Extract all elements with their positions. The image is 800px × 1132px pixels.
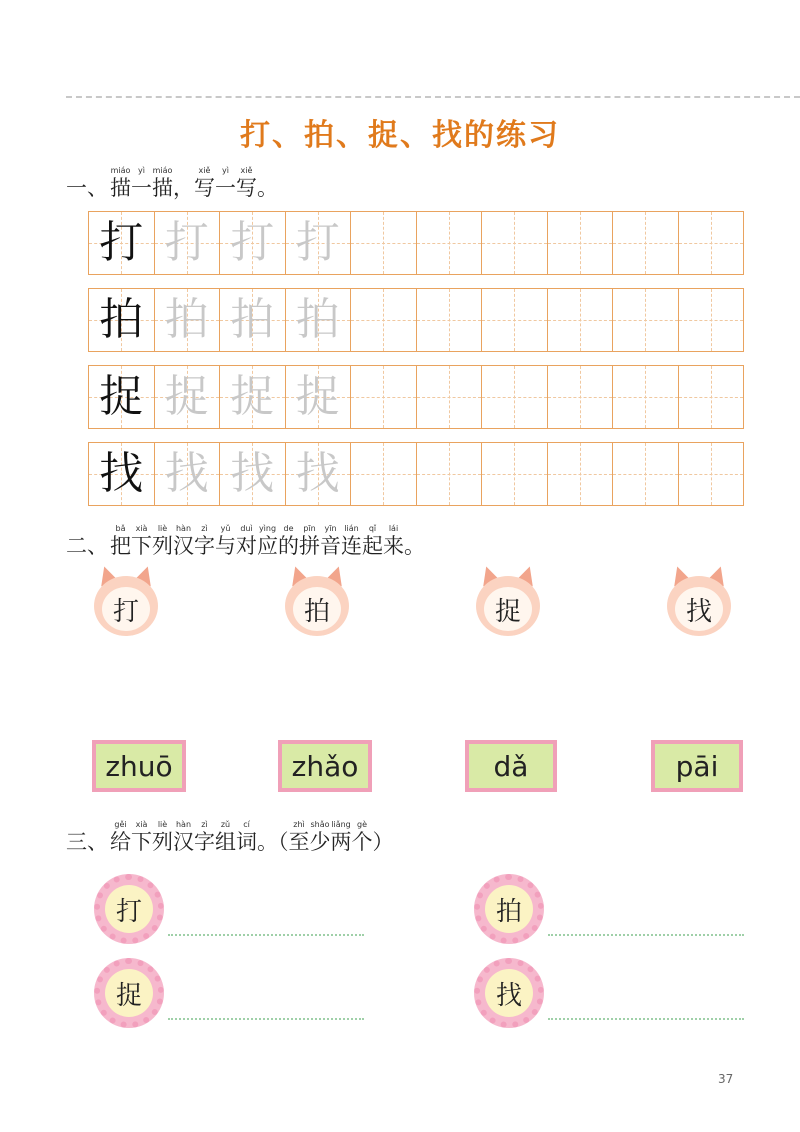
instruction-char: [110, 524, 131, 558]
instruction-char: [110, 820, 131, 854]
pinyin-annotation: zì: [201, 820, 208, 829]
character-label: 打: [105, 885, 153, 933]
instruction-char: [173, 820, 194, 854]
hanzi-text: 的: [278, 534, 299, 558]
pinyin-annotation: gěi: [114, 820, 127, 829]
trace-cell[interactable]: 拍: [155, 289, 221, 351]
pinyin-annotation: de: [283, 524, 294, 533]
pinyin-annotation: zǔ: [220, 820, 231, 829]
hanzi-text: 写: [194, 176, 215, 200]
character-label: 捉: [484, 587, 532, 631]
pinyin-annotation: bǎ: [115, 524, 126, 533]
trace-cell[interactable]: 打: [220, 212, 286, 274]
instruction-char: [173, 524, 194, 558]
page-number: 37: [718, 1072, 734, 1086]
hanzi-text: 字: [194, 534, 215, 558]
instruction-char: [131, 820, 152, 854]
hanzi-text: 字: [194, 830, 215, 854]
pinyin-annotation: cí: [243, 820, 250, 829]
pinyin-annotation: liè: [157, 820, 168, 829]
cat-character-1[interactable]: [94, 572, 158, 636]
page-title: 打、拍、捉、找的练习: [240, 118, 560, 153]
answer-line[interactable]: [168, 1018, 364, 1020]
writing-row-4: [88, 442, 744, 506]
flower-character-3: [94, 958, 164, 1028]
instruction-char: [331, 820, 352, 854]
trace-cell[interactable]: 拍: [286, 289, 352, 351]
instruction-char: [194, 524, 215, 558]
instruction-char: [320, 524, 341, 558]
hanzi-text: ，: [173, 176, 194, 200]
section-2-heading: [66, 524, 425, 558]
blank-cell[interactable]: [679, 366, 744, 428]
hanzi-text: 下: [131, 534, 152, 558]
section-2-number: 二、: [66, 534, 108, 558]
hanzi-text: 写: [236, 176, 257, 200]
pinyin-annotation: hàn: [175, 820, 192, 829]
pinyin-annotation: zì: [201, 524, 208, 533]
character-label: 找: [675, 587, 723, 631]
instruction-char: [236, 166, 257, 200]
trace-cell[interactable]: 拍: [220, 289, 286, 351]
section-1-heading: [66, 166, 278, 200]
hanzi-text: 应: [257, 534, 278, 558]
blank-cell[interactable]: [482, 443, 548, 505]
hanzi-text: 一: [131, 176, 152, 200]
blank-cell[interactable]: [351, 289, 417, 351]
pinyin-annotation: xià: [135, 820, 148, 829]
hanzi-text: 与: [215, 534, 236, 558]
blank-cell[interactable]: [482, 212, 548, 274]
writing-row-1: [88, 211, 744, 275]
blank-cell[interactable]: [417, 212, 483, 274]
blank-cell[interactable]: [613, 289, 679, 351]
pinyin-annotation: yīn: [324, 524, 337, 533]
blank-cell[interactable]: [351, 366, 417, 428]
blank-cell[interactable]: [417, 443, 483, 505]
hanzi-text: 组: [215, 830, 236, 854]
writing-row-3: [88, 365, 744, 429]
blank-cell[interactable]: [351, 212, 417, 274]
hanzi-text: 对: [236, 534, 257, 558]
hanzi-text: 音: [320, 534, 341, 558]
model-cell: 捉: [89, 366, 155, 428]
instruction-char: [152, 166, 173, 200]
hanzi-text: 两: [330, 830, 352, 854]
instruction-char: [131, 166, 152, 200]
top-dashed-divider: [66, 96, 800, 98]
instruction-char: [341, 524, 362, 558]
pinyin-annotation: yìng: [258, 524, 277, 533]
blank-cell[interactable]: [679, 289, 744, 351]
hanzi-text: 。（: [257, 830, 289, 854]
instruction-char: [257, 524, 278, 558]
trace-cell[interactable]: 找: [155, 443, 221, 505]
model-cell: 找: [89, 443, 155, 505]
blank-cell[interactable]: [548, 212, 614, 274]
pinyin-annotation: zhì: [293, 820, 305, 829]
model-cell: 拍: [89, 289, 155, 351]
instruction-char: [194, 820, 215, 854]
instruction-char: [110, 166, 131, 200]
blank-cell[interactable]: [613, 366, 679, 428]
section-1-instruction: [110, 166, 278, 200]
instruction-char: [352, 820, 373, 854]
hanzi-text: 汉: [173, 534, 194, 558]
instruction-char: [152, 820, 173, 854]
flower-character-2: [474, 874, 544, 944]
section-2-instruction: [110, 524, 425, 558]
instruction-char: [215, 524, 236, 558]
hanzi-text: ）: [372, 830, 394, 854]
section-3-number: 三、: [66, 830, 108, 854]
section-3-instruction: [110, 820, 394, 854]
blank-cell[interactable]: [613, 443, 679, 505]
trace-cell[interactable]: 捉: [155, 366, 221, 428]
cat-character-3[interactable]: [476, 572, 540, 636]
hanzi-text: 描: [110, 176, 131, 200]
pinyin-annotation: pīn: [303, 524, 316, 533]
hanzi-text: 至: [288, 830, 310, 854]
hanzi-text: 一: [215, 176, 236, 200]
hanzi-text: 列: [152, 830, 173, 854]
pinyin-annotation: shǎo: [310, 820, 330, 829]
hanzi-text: 来: [383, 534, 404, 558]
hanzi-text: 汉: [173, 830, 194, 854]
blank-cell[interactable]: [482, 366, 548, 428]
hanzi-text: 词: [236, 830, 257, 854]
character-label: 拍: [293, 587, 341, 631]
character-label: 拍: [485, 885, 533, 933]
pinyin-annotation: qǐ: [368, 524, 377, 533]
pinyin-annotation: yì: [222, 166, 229, 175]
hanzi-text: 拼: [299, 534, 320, 558]
instruction-char: [194, 166, 215, 200]
answer-line[interactable]: [548, 1018, 744, 1020]
section-1-number: 一、: [66, 176, 108, 200]
blank-cell[interactable]: [679, 443, 744, 505]
blank-cell[interactable]: [482, 289, 548, 351]
trace-cell[interactable]: 打: [155, 212, 221, 274]
instruction-char: [257, 820, 289, 854]
hanzi-text: 个: [351, 830, 373, 854]
instruction-char: [236, 820, 257, 854]
pinyin-box-3[interactable]: dǎ: [465, 740, 557, 792]
instruction-char: [278, 524, 299, 558]
instruction-char: [310, 820, 331, 854]
flower-character-1: [94, 874, 164, 944]
instruction-char: [289, 820, 310, 854]
instruction-char: [404, 524, 425, 558]
trace-cell[interactable]: 找: [286, 443, 352, 505]
blank-cell[interactable]: [351, 443, 417, 505]
pinyin-annotation: gè: [357, 820, 367, 829]
trace-cell[interactable]: 找: [220, 443, 286, 505]
hanzi-text: 少: [309, 830, 331, 854]
pinyin-annotation: yì: [138, 166, 145, 175]
hanzi-text: 。: [257, 176, 278, 200]
instruction-char: [215, 166, 236, 200]
model-cell: 打: [89, 212, 155, 274]
hanzi-text: 起: [362, 534, 383, 558]
hanzi-text: 连: [341, 534, 362, 558]
pinyin-box-2[interactable]: zhǎo: [278, 740, 372, 792]
instruction-char: [383, 524, 404, 558]
instruction-char: [299, 524, 320, 558]
section-3-heading: [66, 820, 394, 854]
blank-cell[interactable]: [613, 212, 679, 274]
blank-cell[interactable]: [679, 212, 744, 274]
hanzi-text: 把: [110, 534, 131, 558]
pinyin-annotation: miáo: [110, 166, 131, 175]
blank-cell[interactable]: [417, 366, 483, 428]
trace-cell[interactable]: 打: [286, 212, 352, 274]
instruction-char: [131, 524, 152, 558]
instruction-char: [257, 166, 278, 200]
pinyin-annotation: miáo: [152, 166, 173, 175]
pinyin-box-4[interactable]: pāi: [651, 740, 743, 792]
trace-cell[interactable]: 捉: [220, 366, 286, 428]
character-label: 捉: [105, 969, 153, 1017]
hanzi-text: 给: [110, 830, 131, 854]
instruction-char: [173, 166, 194, 200]
hanzi-text: 列: [152, 534, 173, 558]
cat-character-4[interactable]: [667, 572, 731, 636]
pinyin-annotation: hàn: [175, 524, 192, 533]
pinyin-annotation: lián: [344, 524, 359, 533]
pinyin-annotation: liǎng: [331, 820, 351, 829]
instruction-char: [152, 524, 173, 558]
writing-row-2: [88, 288, 744, 352]
blank-cell[interactable]: [548, 366, 614, 428]
pinyin-annotation: liè: [157, 524, 168, 533]
pinyin-annotation: duì: [240, 524, 253, 533]
pinyin-annotation: lái: [388, 524, 399, 533]
pinyin-annotation: yǔ: [220, 524, 231, 533]
instruction-char: [373, 820, 394, 854]
blank-cell[interactable]: [417, 289, 483, 351]
pinyin-box-1[interactable]: zhuō: [92, 740, 186, 792]
instruction-char: [236, 524, 257, 558]
pinyin-annotation: xià: [135, 524, 148, 533]
character-label: 打: [102, 587, 150, 631]
instruction-char: [215, 820, 236, 854]
instruction-char: [362, 524, 383, 558]
hanzi-text: 描: [152, 176, 173, 200]
character-label: 找: [485, 969, 533, 1017]
blank-cell[interactable]: [548, 443, 614, 505]
pinyin-annotation: xiě: [240, 166, 253, 175]
answer-line[interactable]: [168, 934, 364, 936]
answer-line[interactable]: [548, 934, 744, 936]
hanzi-text: 。: [404, 534, 425, 558]
flower-character-4: [474, 958, 544, 1028]
trace-cell[interactable]: 捉: [286, 366, 352, 428]
pinyin-annotation: xiě: [198, 166, 211, 175]
blank-cell[interactable]: [548, 289, 614, 351]
cat-character-2[interactable]: [285, 572, 349, 636]
hanzi-text: 下: [131, 830, 152, 854]
